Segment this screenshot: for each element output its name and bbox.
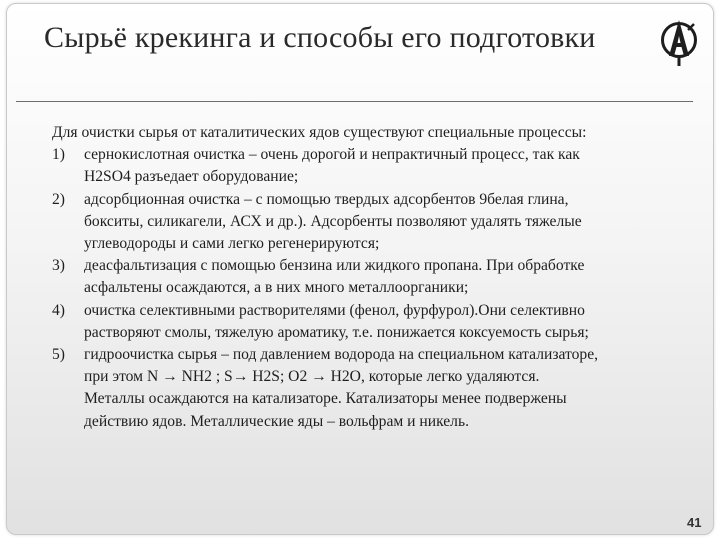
item-text-line: адсорбционная очистка – с помощью твердых адсорбентов 9белая глина,: [84, 190, 569, 208]
list-item: [52, 300, 700, 344]
item-text-line: при этом N → NH2 ; S→ H2S; O2 → H2O, которые легко удаляются.: [84, 368, 540, 386]
list-item: [52, 189, 700, 256]
page-number: 41: [687, 515, 702, 530]
item-number: 1): [52, 146, 65, 164]
item-number: 3): [52, 257, 65, 275]
list-item: [52, 255, 700, 299]
item-text-line: асфальтены осаждаются, а в них много металлоорганики;: [84, 279, 469, 297]
process-list: [52, 144, 700, 433]
item-number: 5): [52, 346, 65, 364]
list-item: [52, 144, 700, 188]
item-text-line: углеводороды и сами легко регенерируются;: [84, 235, 380, 253]
slide-title: Сырьё крекинга и способы его подготовки: [44, 21, 596, 54]
list-item: [52, 344, 700, 433]
item-text-line: бокситы, силикагели, АСХ и др.). Адсорбенты позволяют удалять тяжелые: [84, 212, 582, 230]
item-text-line: сернокислотная очистка – очень дорогой и непрактичный процесс, так как: [84, 146, 580, 164]
item-number: 4): [52, 301, 65, 319]
item-text-line: действию ядов. Металлические яды – вольфрам и никель.: [84, 412, 469, 430]
item-text-line: H2SO4 разъедает оборудование;: [84, 168, 299, 186]
item-text-line: деасфальтизация с помощью бензина или жидкого пропана. При обработке: [84, 257, 585, 275]
item-text-line: гидроочистка сырья – под давлением водорода на специальном катализаторе,: [84, 346, 599, 364]
slide: [6, 3, 714, 535]
item-text-line: Металлы осаждаются на катализаторе. Катализаторы менее подвержены: [84, 390, 567, 408]
circle-monogram-logo-icon: [654, 16, 704, 68]
intro-text: Для очистки сырья от каталитических ядов существуют специальные процессы:: [52, 124, 587, 141]
slide-body: [52, 122, 700, 433]
item-number: 2): [52, 190, 65, 208]
title-divider: [16, 101, 693, 102]
item-text-line: очистка селективными растворителями (фенол, фурфурол).Они селективно: [84, 301, 585, 319]
item-text-line: растворяют смолы, тяжелую ароматику, т.е. понижается коксуемость сырья;: [84, 323, 589, 341]
